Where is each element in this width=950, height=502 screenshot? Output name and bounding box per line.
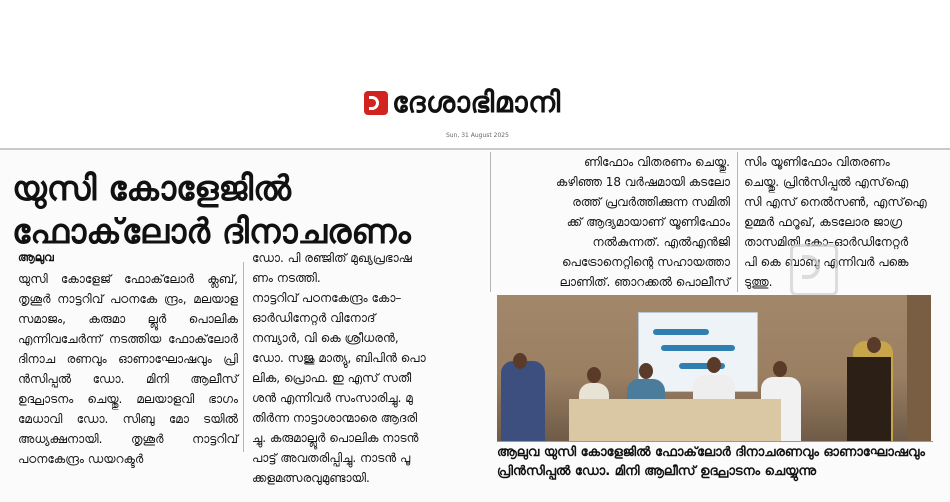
- column-divider: [490, 152, 491, 292]
- caption-divider: [497, 441, 933, 442]
- curtain: [907, 295, 931, 441]
- article-column-2: ഡോ. പി രഞ്ജിത് മുഖ്യപ്രഭാഷ ണം നടത്തി. നാട്ടറിവ് പഠനകേന്ദ്രം കോ– ഓർഡിനേറ്റർ വിനോദ് നമ്പ്യാർ, വി കെ ശ്രീധരൻ, ഡോ. സജു മാത്യു, ബിപിൻ പൊ ലിക, പ്രൊഫ. ഇ എസ് സതീ ശൻ എന്നിവർ സംസാരിച്ചു. മു തിർന്ന നാട്ടാശാന്മാരെ ആദരി ച്ചു. കരുമാല്ലൂർ പൊലിക നാടൻ പാട്ട് അവതരിപ്പിച്ചു. നാടൻ പൂ ക്കളമത്സരവുമുണ്ടായി.: [252, 251, 426, 485]
- article-column-4: സിം യൂണിഫോം വിതരണം ചെയ്തു. പ്രിൻസിപ്പൽ എസ്ഐ സി എസ് നെൽസൺ, എസ്ഐ ഉമ്മർ ഫറൂഖ്, കടലോര ജാഗ്ര താസമിതി കോ–ഓർഡിനേറ്റർ പി കെ ബാബു എന്നിവർ പങ്കെ ടുത്തു.: [744, 155, 927, 289]
- article-column-3: ണിഫോം വിതരണം ചെയ്തു. കഴിഞ്ഞ 18 വർഷമായി കടലോ രത്ത് പ്രവർത്തിക്കുന്ന സമിതി ക്ക് ആദ്യമായാണ് യൂണിഫോം നൽകുന്നത്. എൽഎൻജി പെട്രോനെറ്റിന്റെ സഹായത്താ ലാണിത്. ഞാറക്കൽ പൊലീസ്: [555, 155, 730, 289]
- watermark-logo-icon: [790, 244, 838, 296]
- stage-table: [569, 399, 781, 441]
- edition-date: Sun, 31 August 2025: [446, 132, 509, 139]
- article-dateline: ആലുവ: [18, 251, 54, 264]
- event-photo: [497, 295, 931, 441]
- podium: [847, 357, 891, 441]
- newspaper-title: ദേശാഭിമാനി: [392, 85, 561, 119]
- logo-icon: [364, 91, 388, 115]
- person: [501, 361, 545, 441]
- masthead: [0, 0, 950, 150]
- newspaper-logo: [364, 85, 561, 119]
- photo-caption: ആലുവ യുസി കോളേജിൽ ഫോക്‌ലോർ ദിനാചരണവും ഓണാഘോഷവും പ്രിൻസിപ്പൽ ഡോ. മിനി ആലീസ് ഉദ്ഘാടനം ചെയ്യുന്നു: [497, 445, 925, 479]
- article-column-1: യുസി കോളേജ് ഫോക്‌ലോർ ക്ലബ്, തൃശൂർ നാട്ടറിവ് പഠനകേ ന്ദ്രം, മലയാള സമാജം, കരുമാ ല്ലൂർ പൊലിക എന്നിവചേർന്ന് നടത്തിയ ഫോക്‌ലോർ ദിനാച രണവും ഓണാഘോഷവും പ്രി ൻസിപ്പൽ ഡോ. മിനി ആലീസ് ഉദ്ഘാടനം ചെയ്തു. മലയാളവി ഭാഗം മേധാവി ഡോ. സിബു മോ ടയിൽ അധ്യക്ഷനായി. തൃശൂർ നാട്ടറിവ് പഠനകേന്ദ്രം ഡയറക്ടർ: [18, 272, 238, 466]
- column-divider: [737, 152, 738, 292]
- column-divider: [243, 262, 244, 452]
- article-headline: യുസി കോളേജിൽ ഫോക്‌ലോർ ദിനാചരണം: [12, 169, 411, 252]
